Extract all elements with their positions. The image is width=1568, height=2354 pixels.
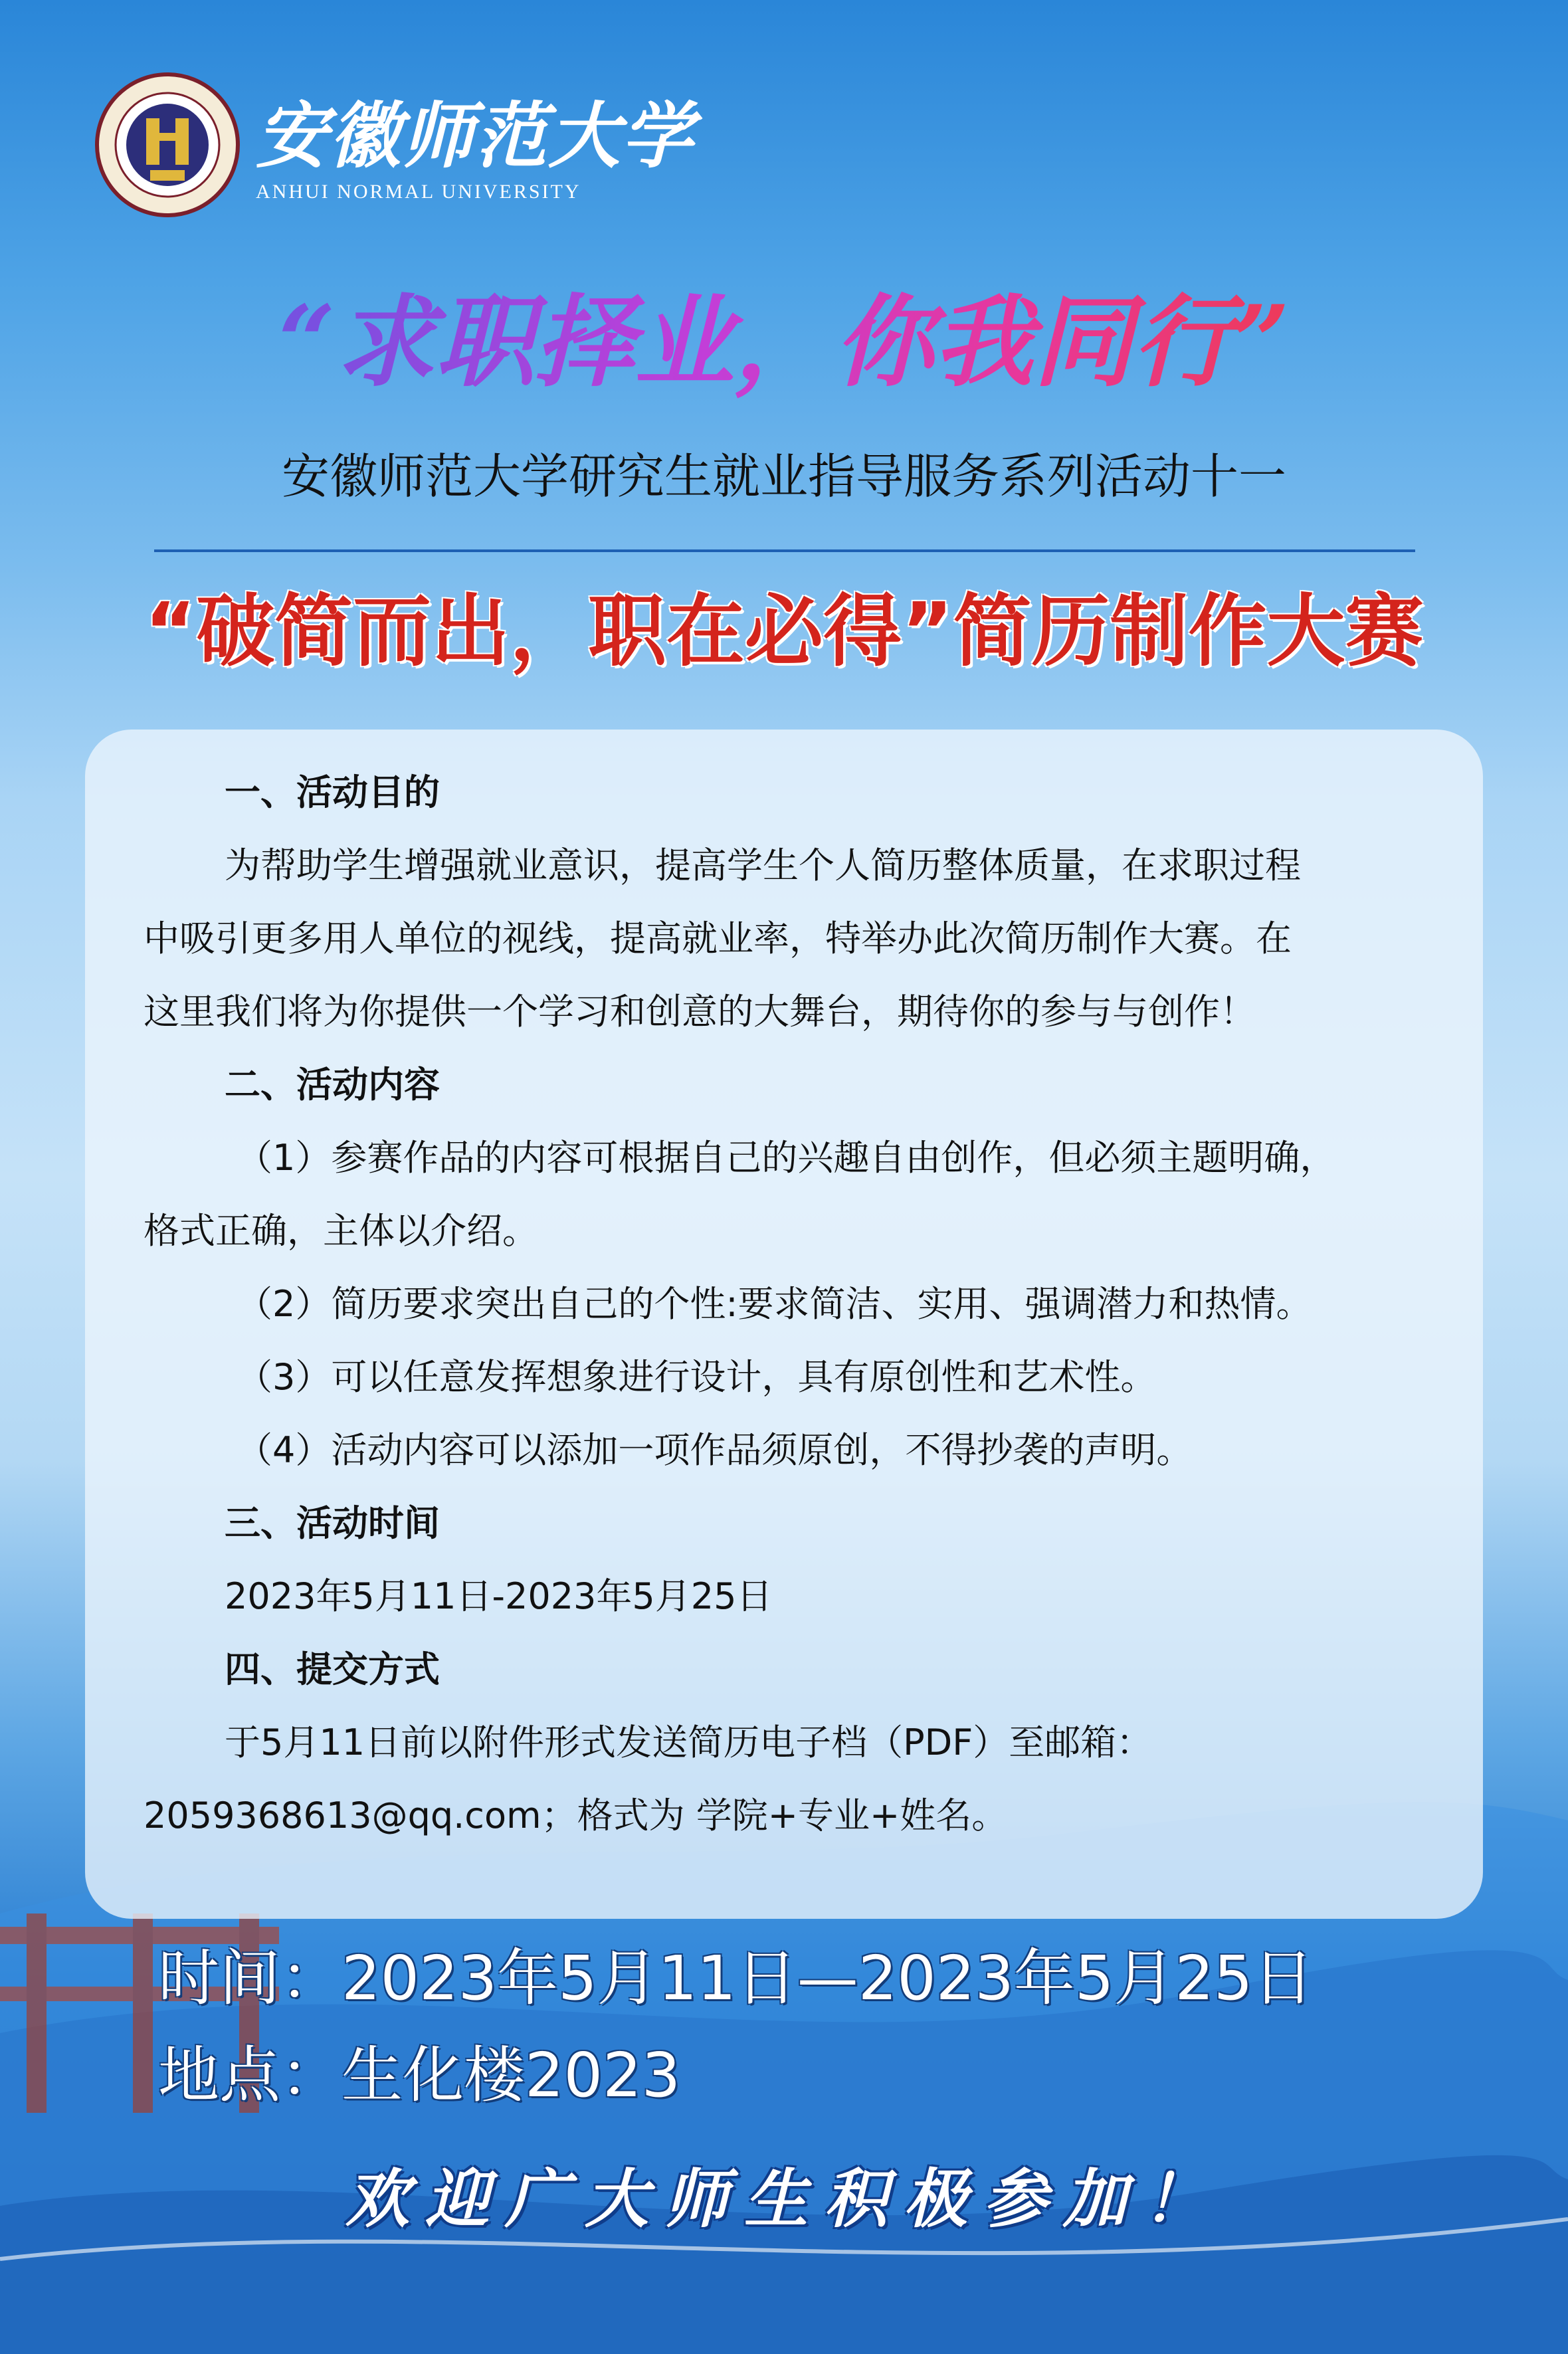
university-seal-icon (94, 72, 241, 218)
content-item: 格式正确，主体以介绍。 (144, 1210, 538, 1252)
submit-heading: 四、提交方式 (225, 1648, 440, 1690)
title-divider (154, 549, 1415, 552)
university-name-cn: 安徽师范大学 (256, 94, 695, 178)
content-card (85, 730, 1483, 1919)
purpose-line: 中吸引更多用人单位的视线，提高就业率，特举办此次简历制作大赛。在 (144, 918, 1292, 959)
time-value: 2023年5月11日-2023年5月25日 (225, 1575, 773, 1617)
event-time: 时间：2023年5月11日—2023年5月25日 (158, 1943, 1314, 2014)
purpose-line: 为帮助学生增强就业意识，提高学生个人简历整体质量，在求职过程 (225, 844, 1301, 886)
time-heading: 三、活动时间 (225, 1502, 440, 1544)
card-text (144, 756, 1446, 1852)
contest-title: “破简而出，职在必得”简历制作大赛 (144, 585, 1424, 677)
welcome-message: 欢迎广大师生积极参加！ (345, 2161, 1223, 2236)
purpose-heading: 一、活动目的 (225, 771, 440, 813)
slogan-title: “求职择业，你我同行” (0, 282, 1568, 402)
event-place: 地点：生化楼2023 (158, 2040, 681, 2111)
submit-line: 于5月11日前以附件形式发送简历电子档（PDF）至邮箱： (225, 1721, 1153, 1763)
purpose-line: 这里我们将为你提供一个学习和创意的大舞台，期待你的参与与创作！ (144, 991, 1256, 1032)
content-item: （4）活动内容可以添加一项作品须原创，不得抄袭的声明。 (237, 1429, 1193, 1471)
submit-line: 2059368613@qq.com；格式为 学院+专业+姓名。 (144, 1795, 1008, 1836)
content-item: （1）参赛作品的内容可根据自己的兴趣自由创作，但必须主题明确， (237, 1137, 1336, 1179)
content-heading: 二、活动内容 (225, 1064, 440, 1106)
content-item: （2）简历要求突出自己的个性:要求简洁、实用、强调潜力和热情。 (237, 1283, 1312, 1325)
series-subtitle: 安徽师范大学研究生就业指导服务系列活动十一 (281, 448, 1286, 504)
content-item: （3）可以任意发挥想象进行设计，具有原创性和艺术性。 (237, 1356, 1157, 1398)
university-name-en: ANHUI NORMAL UNIVERSITY (256, 181, 581, 203)
